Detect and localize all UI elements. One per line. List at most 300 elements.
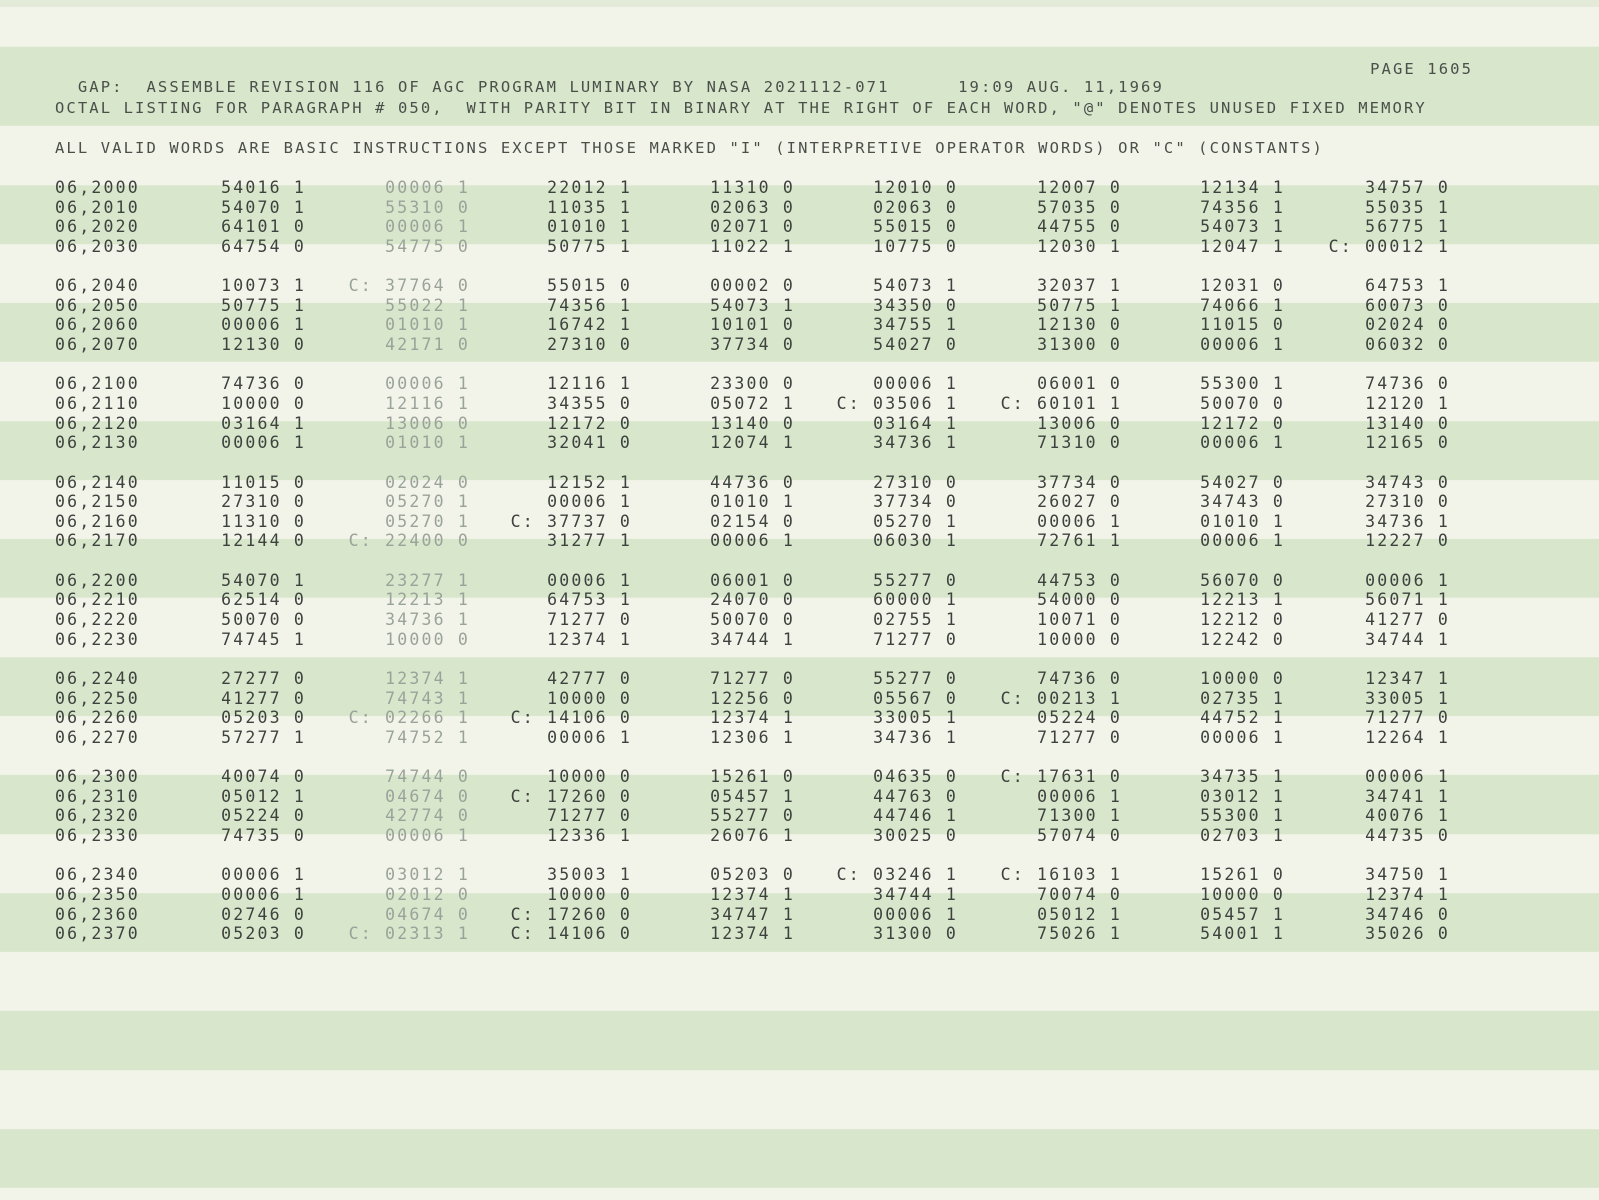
row-address: 06,2340 [55, 865, 140, 885]
octal-word: 10000 0 [547, 885, 632, 904]
octal-word: 06001 0 [1037, 374, 1122, 394]
octal-word: C: 14106 0 [510, 708, 632, 728]
octal-word: 11022 1 [710, 236, 795, 256]
octal-word: 16742 1 [547, 315, 632, 335]
octal-word: C: 17260 0 [510, 904, 632, 924]
octal-word: 71277 0 [547, 610, 632, 629]
octal-word: 54027 0 [873, 335, 958, 354]
octal-word: 42171 0 [385, 335, 470, 354]
octal-word: 34736 1 [873, 727, 958, 747]
octal-word: 13006 0 [385, 413, 470, 433]
octal-word: C: 22400 0 [348, 531, 470, 551]
octal-word: 31300 0 [1037, 335, 1122, 354]
octal-word: 56070 0 [1200, 570, 1285, 590]
octal-word: C: 37764 0 [348, 276, 470, 296]
octal-word: 02703 1 [1200, 826, 1285, 845]
octal-word: 44753 0 [1037, 570, 1122, 590]
octal-word: 72761 1 [1037, 531, 1122, 551]
octal-word: 00006 1 [385, 217, 470, 237]
octal-word: 05012 1 [221, 786, 306, 806]
table-row [0, 531, 1599, 551]
table-row [0, 669, 1599, 689]
octal-word: 12242 0 [1200, 629, 1285, 649]
row-address: 06,2300 [55, 767, 140, 787]
octal-word: 41277 0 [1365, 610, 1450, 629]
row-address: 06,2150 [55, 492, 140, 512]
octal-word: 03164 1 [221, 413, 306, 433]
octal-word: 27310 0 [873, 472, 958, 492]
octal-word: 33005 1 [1365, 688, 1450, 708]
octal-word: 03164 1 [873, 413, 958, 433]
octal-word: 56071 1 [1365, 590, 1450, 610]
octal-word: 55277 0 [710, 806, 795, 826]
row-address: 06,2320 [55, 806, 140, 826]
octal-word: 27310 0 [1365, 492, 1450, 512]
octal-word: 44736 0 [710, 472, 795, 492]
octal-word: 11310 0 [710, 178, 795, 197]
row-address: 06,2230 [55, 629, 140, 649]
table-row [0, 924, 1599, 944]
octal-word: 55300 1 [1200, 374, 1285, 394]
octal-word: 54016 1 [221, 178, 306, 197]
row-address: 06,2220 [55, 610, 140, 629]
octal-word: 74744 0 [385, 767, 470, 787]
octal-word: 34755 1 [873, 315, 958, 335]
octal-word: 10073 1 [221, 276, 306, 296]
octal-word: 74736 0 [1037, 669, 1122, 688]
row-address: 06,2030 [55, 236, 140, 256]
table-row [0, 335, 1599, 355]
header-line-3: ALL VALID WORDS ARE BASIC INSTRUCTIONS EXCEPT THOSE MARKED "I" (INTERPRETIVE OPERATOR WORDS) OR "C" (CONSTANTS) [55, 139, 1324, 157]
octal-word: 00006 1 [1037, 511, 1122, 531]
table-row [0, 708, 1599, 728]
octal-word: 34736 1 [385, 610, 470, 629]
table-row [0, 512, 1599, 532]
octal-word: 55277 0 [873, 669, 958, 688]
octal-word: 01010 1 [710, 492, 795, 512]
row-address: 06,2350 [55, 885, 140, 904]
octal-word: 24070 0 [710, 590, 795, 610]
octal-word: 02755 1 [873, 610, 958, 629]
octal-word: 00006 1 [547, 570, 632, 590]
octal-word: 10000 0 [1200, 885, 1285, 904]
row-address: 06,2120 [55, 413, 140, 433]
octal-word: 10000 0 [385, 629, 470, 649]
table-row [0, 806, 1599, 826]
table-row [0, 630, 1599, 650]
octal-word: 12374 1 [710, 924, 795, 944]
table-row [0, 865, 1599, 885]
octal-word: 34736 1 [873, 433, 958, 453]
row-address: 06,2250 [55, 688, 140, 708]
page-number: PAGE 1605 [1370, 60, 1473, 78]
octal-word: 11035 1 [547, 197, 632, 217]
octal-word: 34741 1 [1365, 786, 1450, 806]
octal-word: 00006 1 [1200, 727, 1285, 747]
octal-word: 40074 0 [221, 767, 306, 787]
octal-word: 57074 0 [1037, 826, 1122, 845]
octal-word: 12374 1 [710, 708, 795, 728]
table-row [0, 492, 1599, 512]
table-row [0, 689, 1599, 709]
octal-word: 13140 0 [710, 413, 795, 433]
octal-word: 32037 1 [1037, 276, 1122, 296]
table-row [0, 610, 1599, 630]
octal-word: 35003 1 [547, 865, 632, 885]
octal-word: 12031 0 [1200, 276, 1285, 296]
octal-word: 22012 1 [547, 178, 632, 197]
octal-word: 02024 0 [1365, 315, 1450, 335]
octal-word: 10775 0 [873, 236, 958, 256]
octal-word: 34744 1 [1365, 629, 1450, 649]
octal-word: 12306 1 [710, 727, 795, 747]
table-row [0, 473, 1599, 493]
octal-word: 00006 1 [1365, 570, 1450, 590]
assembly-title: GAP: ASSEMBLE REVISION 116 OF AGC PROGRAM LUMINARY BY NASA 2021112-071 19:09 AUG. 11,1969 [77, 78, 1164, 96]
octal-word: 12374 1 [710, 885, 795, 904]
octal-word: 71277 0 [1365, 708, 1450, 728]
row-address: 06,2020 [55, 217, 140, 237]
octal-word: 54000 0 [1037, 590, 1122, 610]
octal-word: 12134 1 [1200, 178, 1285, 197]
table-row [0, 826, 1599, 846]
octal-word: 74752 1 [385, 727, 470, 747]
octal-word: 55300 1 [1200, 806, 1285, 826]
octal-word: 12074 1 [710, 433, 795, 453]
octal-word: 12130 0 [221, 335, 306, 354]
octal-word: 41277 0 [221, 688, 306, 708]
octal-word: C: 00213 1 [1000, 688, 1122, 708]
octal-word: 10000 0 [1200, 669, 1285, 688]
octal-word: 12336 1 [547, 826, 632, 845]
row-address: 06,2100 [55, 374, 140, 394]
octal-word: 23300 0 [710, 374, 795, 394]
octal-word: 01010 1 [385, 433, 470, 453]
octal-word: 34743 0 [1365, 472, 1450, 492]
table-row [0, 237, 1599, 257]
octal-word: 27277 0 [221, 669, 306, 688]
octal-word: 31277 1 [547, 531, 632, 551]
octal-word: 05270 1 [385, 492, 470, 512]
octal-word: 55015 0 [547, 276, 632, 296]
octal-word: 12010 0 [873, 178, 958, 197]
octal-word: 03012 1 [385, 865, 470, 885]
octal-word: 54070 1 [221, 197, 306, 217]
octal-word: C: 03506 1 [836, 394, 958, 413]
octal-word: 00006 1 [1200, 335, 1285, 354]
octal-word: C: 16103 1 [1000, 865, 1122, 885]
octal-word: 64101 0 [221, 217, 306, 237]
table-row [0, 787, 1599, 807]
octal-word: 12172 0 [1200, 413, 1285, 433]
octal-word: 44735 0 [1365, 826, 1450, 845]
octal-word: 44752 1 [1200, 708, 1285, 728]
row-address: 06,2370 [55, 924, 140, 944]
octal-word: 56775 1 [1365, 217, 1450, 237]
octal-word: 00006 1 [385, 178, 470, 197]
header-line-2: OCTAL LISTING FOR PARAGRAPH # 050, WITH PARITY BIT IN BINARY AT THE RIGHT OF EACH WORD, "@" DENOTES UNUSED FIXED MEMORY [55, 99, 1427, 117]
table-row [0, 885, 1599, 905]
octal-word: 12213 1 [385, 590, 470, 610]
octal-word: 60073 0 [1365, 295, 1450, 315]
octal-word: 44755 0 [1037, 217, 1122, 237]
octal-word: 12212 0 [1200, 610, 1285, 629]
table-row [0, 728, 1599, 748]
octal-word: 64753 1 [547, 590, 632, 610]
octal-word: 54073 1 [710, 295, 795, 315]
octal-word: 74745 1 [221, 629, 306, 649]
octal-word: 13140 0 [1365, 413, 1450, 433]
row-address: 06,2060 [55, 315, 140, 335]
paper-top-edge [0, 0, 1599, 7]
octal-word: 05567 0 [873, 688, 958, 708]
octal-word: 50070 0 [710, 610, 795, 629]
octal-word: 50070 0 [221, 610, 306, 629]
octal-word: 54070 1 [221, 570, 306, 590]
octal-word: 34744 1 [873, 885, 958, 904]
octal-word: 00006 1 [1200, 433, 1285, 453]
octal-word: 04635 0 [873, 767, 958, 787]
octal-word: 74735 0 [221, 826, 306, 845]
octal-word: C: 03246 1 [836, 865, 958, 885]
row-address: 06,2070 [55, 335, 140, 354]
row-address: 06,2000 [55, 178, 140, 197]
octal-word: 02746 0 [221, 904, 306, 924]
octal-word: 05203 0 [710, 865, 795, 885]
octal-word: 34746 0 [1365, 904, 1450, 924]
octal-word: 06030 1 [873, 531, 958, 551]
octal-word: 12213 1 [1200, 590, 1285, 610]
octal-word: 27310 0 [221, 492, 306, 512]
row-address: 06,2050 [55, 295, 140, 315]
octal-word: 06001 0 [710, 570, 795, 590]
octal-word: 62514 0 [221, 590, 306, 610]
table-row [0, 296, 1599, 316]
octal-word: 00006 1 [873, 904, 958, 924]
octal-word: 12030 1 [1037, 236, 1122, 256]
table-row [0, 767, 1599, 787]
octal-word: 55035 1 [1365, 197, 1450, 217]
octal-word: 70074 0 [1037, 885, 1122, 904]
octal-word: 34750 1 [1365, 865, 1450, 885]
row-address: 06,2040 [55, 276, 140, 296]
octal-word: 55022 1 [385, 295, 470, 315]
octal-word: 11015 0 [221, 472, 306, 492]
octal-word: 34736 1 [1365, 511, 1450, 531]
row-address: 06,2140 [55, 472, 140, 492]
octal-word: 54073 1 [1200, 217, 1285, 237]
octal-word: 01010 1 [547, 217, 632, 237]
row-address: 06,2270 [55, 727, 140, 747]
octal-word: 04674 0 [385, 786, 470, 806]
octal-word: 13006 0 [1037, 413, 1122, 433]
row-address: 06,2110 [55, 394, 140, 413]
octal-word: 02063 0 [710, 197, 795, 217]
octal-word: 10000 0 [547, 688, 632, 708]
octal-word: C: 17631 0 [1000, 767, 1122, 787]
octal-word: 57035 0 [1037, 197, 1122, 217]
octal-word: 26076 1 [710, 826, 795, 845]
octal-word: 75026 1 [1037, 924, 1122, 944]
octal-word: 60000 1 [873, 590, 958, 610]
table-row [0, 433, 1599, 453]
row-address: 06,2240 [55, 669, 140, 688]
row-address: 06,2010 [55, 197, 140, 217]
octal-word: 12007 0 [1037, 178, 1122, 197]
octal-word: 23277 1 [385, 570, 470, 590]
octal-word: 02735 1 [1200, 688, 1285, 708]
octal-word: 02063 0 [873, 197, 958, 217]
octal-word: 71300 1 [1037, 806, 1122, 826]
octal-word: 34743 0 [1200, 492, 1285, 512]
octal-word: 34350 0 [873, 295, 958, 315]
table-row [0, 178, 1599, 198]
octal-word: 02024 0 [385, 472, 470, 492]
octal-word: 10071 0 [1037, 610, 1122, 629]
octal-word: 06032 0 [1365, 335, 1450, 354]
octal-word: 00006 1 [547, 492, 632, 512]
octal-word: 74743 1 [385, 688, 470, 708]
octal-word: 12374 1 [547, 629, 632, 649]
octal-word: 74066 1 [1200, 295, 1285, 315]
octal-word: 11310 0 [221, 511, 306, 531]
octal-word: 34355 0 [547, 394, 632, 413]
header-line-1 [55, 60, 1475, 96]
octal-word: 37734 0 [1037, 472, 1122, 492]
octal-word: 34735 1 [1200, 767, 1285, 787]
octal-word: 12264 1 [1365, 727, 1450, 747]
octal-word: 54027 0 [1200, 472, 1285, 492]
octal-word: 37734 0 [710, 335, 795, 354]
octal-word: 12152 1 [547, 472, 632, 492]
table-row [0, 590, 1599, 610]
octal-word: 74736 0 [221, 374, 306, 394]
octal-word: 71277 0 [1037, 727, 1122, 747]
octal-word: 00006 1 [385, 826, 470, 845]
octal-word: 34747 1 [710, 904, 795, 924]
octal-word: 12227 0 [1365, 531, 1450, 551]
table-row [0, 198, 1599, 218]
octal-word: 05270 1 [873, 511, 958, 531]
octal-word: 35026 0 [1365, 924, 1450, 944]
octal-word: 71277 0 [547, 806, 632, 826]
octal-word: 03012 1 [1200, 786, 1285, 806]
octal-word: 01010 1 [385, 315, 470, 335]
table-row [0, 414, 1599, 434]
octal-word: 37734 0 [873, 492, 958, 512]
table-row [0, 374, 1599, 394]
octal-word: 02071 0 [710, 217, 795, 237]
octal-word: 00002 0 [710, 276, 795, 296]
octal-word: 00006 1 [385, 374, 470, 394]
octal-word: 05012 1 [1037, 904, 1122, 924]
octal-word: 30025 0 [873, 826, 958, 845]
octal-word: 64753 1 [1365, 276, 1450, 296]
octal-word: 11015 0 [1200, 315, 1285, 335]
octal-word: 10101 0 [710, 315, 795, 335]
octal-word: 40076 1 [1365, 806, 1450, 826]
octal-word: 12256 0 [710, 688, 795, 708]
octal-word: 33005 1 [873, 708, 958, 728]
octal-word: 27310 0 [547, 335, 632, 354]
octal-word: 12047 1 [1200, 236, 1285, 256]
octal-word: 00006 1 [710, 531, 795, 551]
octal-word: 15261 0 [710, 767, 795, 787]
octal-word: 00006 1 [221, 433, 306, 453]
octal-word: 26027 0 [1037, 492, 1122, 512]
octal-word: 74356 1 [547, 295, 632, 315]
octal-word: 00006 1 [221, 885, 306, 904]
octal-word: 42774 0 [385, 806, 470, 826]
octal-word: 02012 0 [385, 885, 470, 904]
octal-word: 44763 0 [873, 786, 958, 806]
octal-word: 50775 1 [547, 236, 632, 256]
octal-word: 71277 0 [710, 669, 795, 688]
octal-word: 31300 0 [873, 924, 958, 944]
octal-word: 55277 0 [873, 570, 958, 590]
row-address: 06,2130 [55, 433, 140, 453]
table-row [0, 571, 1599, 591]
table-row [0, 394, 1599, 414]
octal-word: 02154 0 [710, 511, 795, 531]
octal-word: 64754 0 [221, 236, 306, 256]
octal-word: 05203 0 [221, 924, 306, 944]
octal-word: 01010 1 [1200, 511, 1285, 531]
octal-word: 71277 0 [873, 629, 958, 649]
octal-word: 10000 0 [221, 394, 306, 413]
octal-word: 34757 0 [1365, 178, 1450, 197]
octal-word: 12144 0 [221, 531, 306, 551]
octal-word: 00006 1 [1200, 531, 1285, 551]
octal-word: 50775 1 [221, 295, 306, 315]
octal-word: 12347 1 [1365, 669, 1450, 688]
octal-word: 00006 1 [547, 727, 632, 747]
octal-word: 04674 0 [385, 904, 470, 924]
octal-word: C: 14106 0 [510, 924, 632, 944]
row-address: 06,2210 [55, 590, 140, 610]
octal-word: C: 00012 1 [1328, 236, 1450, 256]
octal-word: 71310 0 [1037, 433, 1122, 453]
octal-word: 00006 1 [221, 315, 306, 335]
octal-word: 00006 1 [221, 865, 306, 885]
octal-word: 05270 1 [385, 511, 470, 531]
octal-word: C: 37737 0 [510, 511, 632, 531]
octal-word: 44746 1 [873, 806, 958, 826]
octal-word: 00006 1 [873, 374, 958, 394]
octal-word: 12130 0 [1037, 315, 1122, 335]
table-row [0, 276, 1599, 296]
octal-word: 74356 1 [1200, 197, 1285, 217]
octal-word: 12172 0 [547, 413, 632, 433]
octal-word: 12165 0 [1365, 433, 1450, 453]
row-address: 06,2160 [55, 511, 140, 531]
octal-word: 34744 1 [710, 629, 795, 649]
octal-word: 54001 1 [1200, 924, 1285, 944]
octal-word: 12120 1 [1365, 394, 1450, 413]
octal-word: 05224 0 [221, 806, 306, 826]
row-address: 06,2170 [55, 531, 140, 551]
table-row [0, 315, 1599, 335]
octal-word: 55310 0 [385, 197, 470, 217]
octal-word: 00006 1 [1037, 786, 1122, 806]
octal-word: 10000 0 [547, 767, 632, 787]
octal-word: 05457 1 [1200, 904, 1285, 924]
octal-word: 50775 1 [1037, 295, 1122, 315]
row-address: 06,2310 [55, 786, 140, 806]
row-address: 06,2360 [55, 904, 140, 924]
octal-word: 15261 0 [1200, 865, 1285, 885]
octal-word: 12116 1 [547, 374, 632, 394]
